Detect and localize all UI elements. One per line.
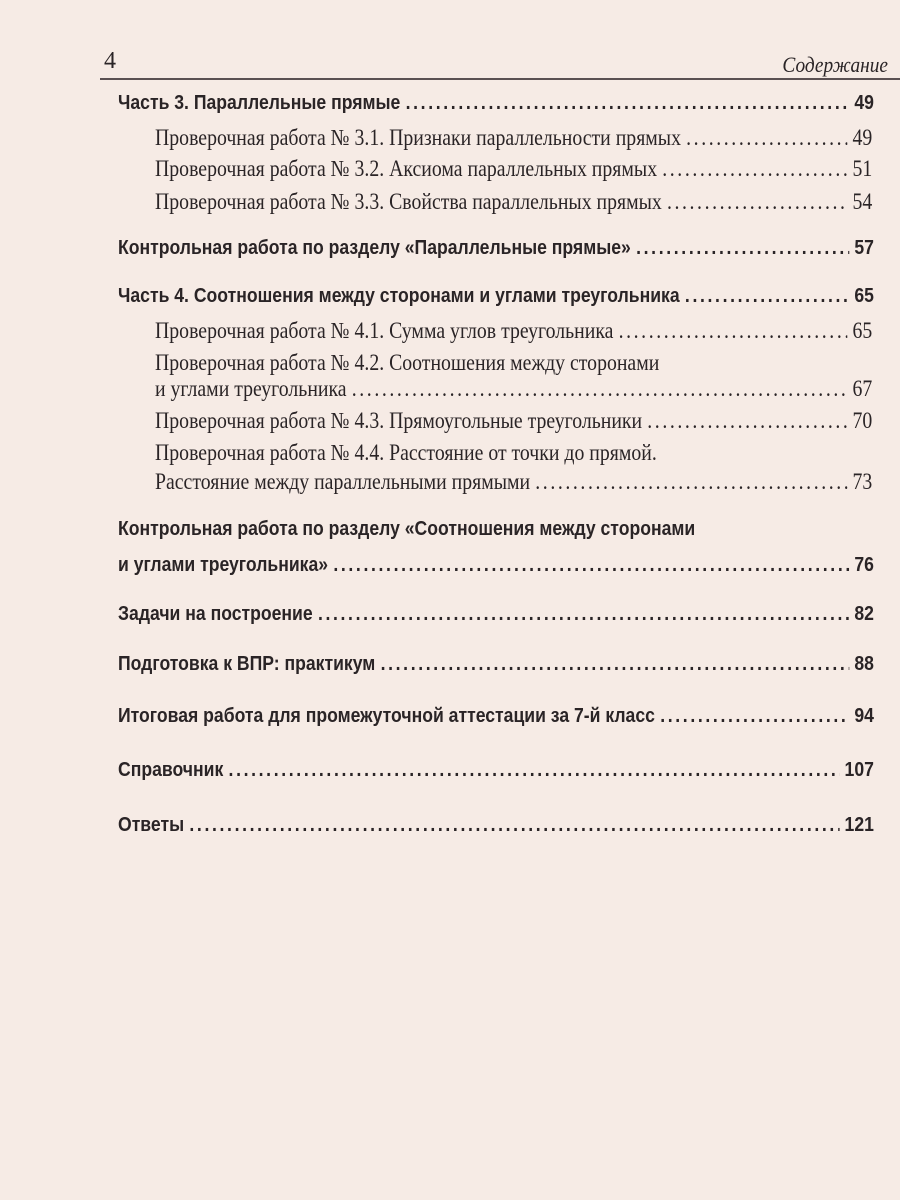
toc-entry: [118, 285, 874, 308]
dot-leader: [381, 653, 849, 676]
toc-page-number: 82: [854, 603, 874, 625]
toc-entry: [155, 156, 872, 182]
dot-leader: [662, 156, 847, 182]
toc-page-number: 121: [844, 814, 874, 836]
toc-entry: [118, 603, 874, 626]
toc-entry: [118, 759, 874, 782]
toc-page-number: 94: [854, 705, 874, 727]
toc-entry: [118, 653, 874, 676]
toc-entry: [155, 408, 872, 434]
page-number: 4: [104, 48, 116, 74]
toc-page-number: 65: [854, 285, 874, 307]
toc-entry: [118, 518, 874, 541]
toc-entry-title: Ответы: [118, 814, 185, 836]
toc-entry-title: Часть 3. Параллельные прямые: [118, 92, 401, 114]
dot-leader: [647, 408, 847, 434]
toc-entry-title: и углами треугольника»: [118, 554, 329, 576]
toc-entry-title: Проверочная работа № 3.1. Признаки параллельности прямых: [155, 125, 681, 150]
dot-leader: [660, 705, 849, 728]
toc-entry: [118, 814, 874, 837]
toc-page-number: 88: [854, 653, 874, 675]
toc-page-number: 73: [852, 469, 873, 494]
dot-leader: [685, 285, 849, 308]
toc-entry-title: Контрольная работа по разделу «Параллельные прямые»: [118, 237, 631, 259]
toc-page-number: 76: [854, 554, 874, 576]
dot-leader: [318, 603, 849, 626]
toc-page-number: 57: [854, 237, 874, 259]
toc-entry-title: Подготовка к ВПР: практикум: [118, 653, 376, 675]
toc-entry: [155, 189, 872, 215]
toc-page-number: 70: [852, 408, 873, 433]
dot-leader: [636, 237, 849, 260]
toc-entry-title: Справочник: [118, 759, 224, 781]
toc-entry: [155, 376, 872, 402]
toc-entry: [118, 705, 874, 728]
toc-page-number: 67: [852, 376, 873, 401]
toc-entry: [118, 237, 874, 260]
toc-page-number: 107: [844, 759, 874, 781]
running-title: Содержание: [782, 52, 888, 77]
toc-entry-title: Итоговая работа для промежуточной аттестации за 7-й класс: [118, 705, 655, 727]
toc-page-number: 49: [854, 92, 874, 114]
dot-leader: [189, 814, 839, 837]
dot-leader: [406, 92, 849, 115]
toc-entry-title: Проверочная работа № 4.1. Сумма углов треугольника: [155, 318, 614, 343]
dot-leader: [667, 189, 847, 215]
toc-entry-title: Проверочная работа № 3.2. Аксиома параллельных прямых: [155, 156, 658, 181]
toc-entry: [118, 554, 874, 577]
toc-entry-title: Проверочная работа № 3.3. Свойства параллельных прямых: [155, 189, 662, 214]
dot-leader: [333, 554, 849, 577]
toc-entry-title: Часть 4. Соотношения между сторонами и углами треугольника: [118, 285, 680, 307]
toc-entry: [155, 469, 872, 495]
toc-entry-title: Контрольная работа по разделу «Соотношения между сторонами: [118, 518, 696, 540]
toc-entry-title: Проверочная работа № 4.2. Соотношения между сторонами: [155, 350, 660, 375]
dot-leader: [535, 469, 847, 495]
toc-entry-title: Проверочная работа № 4.3. Прямоугольные треугольники: [155, 408, 643, 433]
toc-page-number: 54: [852, 189, 873, 214]
toc-page-number: 49: [852, 125, 873, 150]
toc-page-number: 65: [852, 318, 873, 343]
toc-page-number: 51: [852, 156, 873, 181]
toc-entry-title: и углами треугольника: [155, 376, 347, 401]
toc-entry: [155, 318, 872, 344]
toc-entry: [118, 92, 874, 115]
dot-leader: [352, 376, 848, 402]
toc-entry-title: Расстояние между параллельными прямыми: [155, 469, 531, 494]
toc-entry-title: Задачи на построение: [118, 603, 313, 625]
toc-entry-title: Проверочная работа № 4.4. Расстояние от точки до прямой.: [155, 440, 657, 465]
toc-entry: [155, 350, 872, 376]
dot-leader: [686, 125, 847, 151]
toc-entry: [155, 125, 872, 151]
dot-leader: [619, 318, 848, 344]
dot-leader: [229, 759, 840, 782]
toc-entry: [155, 440, 872, 466]
